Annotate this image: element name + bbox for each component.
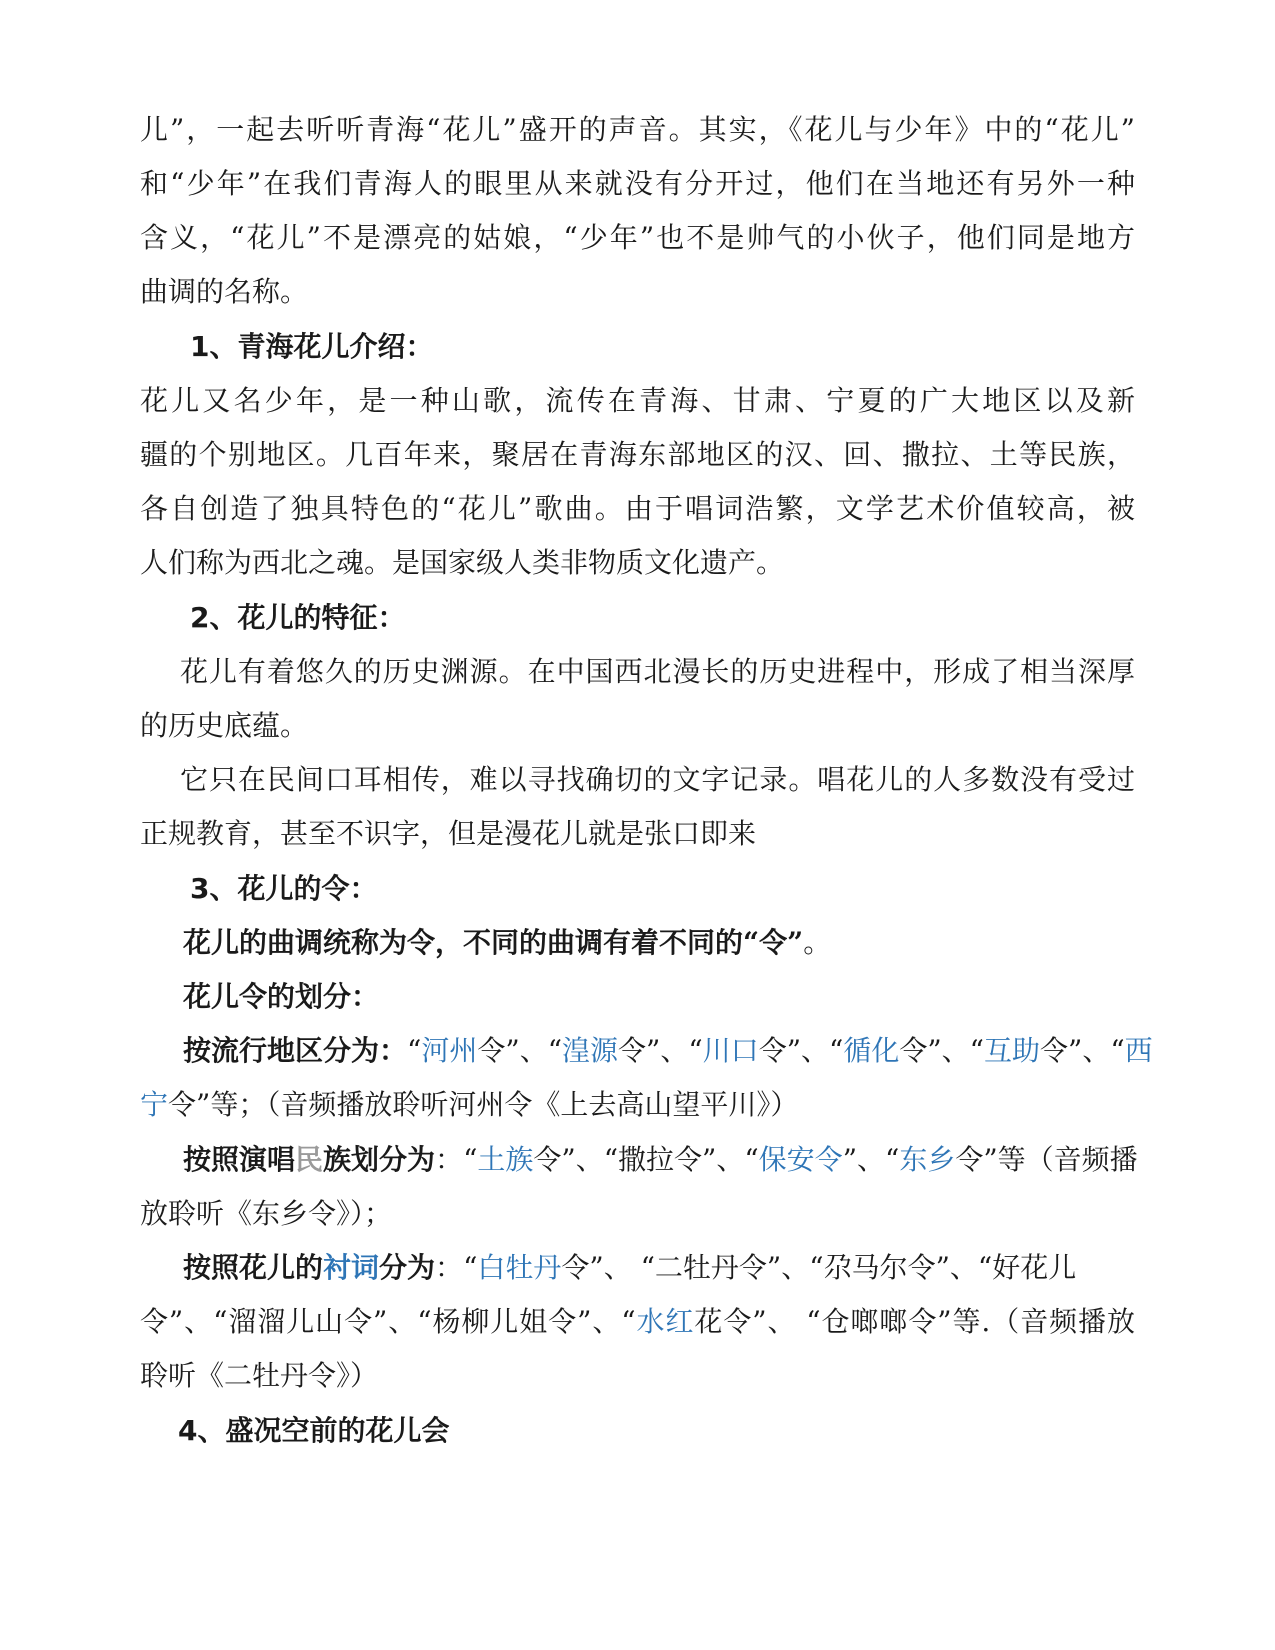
region-line-2-text: 令”等；（音频播放聆听河州令《上去高山望平川》） [168, 1088, 799, 1121]
sep: 令”等（音频播 [955, 1143, 1138, 1176]
ethnic-colon: ： [435, 1143, 464, 1176]
section-2-para-2-line-2: 正规教育，甚至不识字，但是漫花儿就是张口即来 [140, 817, 757, 850]
section-2-heading: 2、花儿的特征： [190, 601, 406, 634]
division-heading: 花儿令的划分： [183, 980, 380, 1013]
lyrics-line-2-b: 花令”、 “仓啷啷令”等.（音频播放 [694, 1305, 1135, 1338]
section-1-line-3: 各自创造了独具特色的“花儿”歌曲。由于唱词浩繁，文学艺术价值较高，被 [140, 492, 1135, 525]
tune-shuihong: 水红 [635, 1305, 695, 1338]
ethnic-label-b: 民 [295, 1143, 324, 1176]
tune-chuankou: 川口 [702, 1034, 759, 1067]
intro-line-3: 含义，“花儿”不是漂亮的姑娘，“少年”也不是帅气的小伙子，他们同是地方 [140, 221, 1135, 254]
sep: 令”、“ [477, 1034, 563, 1067]
section-2-para-1-line-2: 的历史底蕴。 [140, 709, 309, 742]
ethnic-label-c: 族划分为 [323, 1143, 436, 1176]
section-1-line-4: 人们称为西北之魂。是国家级人类非物质文化遗产。 [140, 546, 785, 579]
quote: “ [463, 1143, 478, 1176]
section-1-line-1: 花儿又名少年，是一种山歌，流传在青海、甘肃、宁夏的广大地区以及新 [140, 384, 1135, 417]
section-2-para-2-line-1: 它只在民间口耳相传，难以寻找确切的文字记录。唱花儿的人多数没有受过 [180, 763, 1135, 796]
intro-line-2: 和“少年”在我们青海人的眼里从来就没有分开过，他们在当地还有另外一种 [140, 167, 1135, 200]
section-3-heading: 3、花儿的令： [190, 872, 378, 905]
tune-huzhu: 互助 [983, 1034, 1040, 1067]
tune-dongxiang: 东乡 [899, 1143, 956, 1176]
region-line-1 [183, 1031, 1153, 1071]
lyrics-label-c: 分为 [379, 1251, 436, 1284]
lyrics-line-3: 聆听《二牡丹令》） [140, 1359, 379, 1392]
ethnic-label-a: 按照演唱 [183, 1143, 296, 1176]
quote: “ [463, 1251, 478, 1284]
ethnic-line-2: 放聆听《东乡令》）； [140, 1197, 393, 1230]
lyrics-line-1 [183, 1248, 1077, 1288]
section-1-line-2: 疆的个别地区。几百年来，聚居在青海东部地区的汉、回、撒拉、土等民族， [140, 438, 1135, 471]
tune-tuzu: 土族 [477, 1143, 534, 1176]
statement-period: 。 [803, 926, 832, 959]
sep: 令”、“ [618, 1034, 703, 1067]
tune-baimudan: 白牡丹 [477, 1251, 562, 1284]
sep: ”、“ [842, 1143, 900, 1176]
tune-huangyuan: 湟源 [562, 1034, 619, 1067]
sep: 令”、“ [1040, 1034, 1125, 1067]
section-2-para-1-line-1: 花儿有着悠久的历史渊源。在中国西北漫长的历史进程中，形成了相当深厚 [180, 655, 1135, 688]
sep: 令”、 “二牡丹令”、“尕马尔令”、“好花儿 [561, 1251, 1077, 1284]
tune-baoan: 保安令 [758, 1143, 843, 1176]
region-line-2 [140, 1085, 1135, 1125]
section-3-statement [183, 923, 1083, 963]
tune-hezhou: 河州 [421, 1034, 478, 1067]
lyrics-line-2 [140, 1302, 1135, 1342]
tune-xining-part-2: 宁 [140, 1088, 169, 1121]
section-4-heading: 4、盛况空前的花儿会 [178, 1414, 450, 1447]
region-label: 按流行地区分为 [183, 1034, 380, 1067]
lyrics-label-a: 按照花儿的 [183, 1251, 324, 1284]
statement-text: 花儿的曲调统称为令，不同的曲调有着不同的“令” [183, 926, 804, 959]
lyrics-line-2-a: 令”、“溜溜儿山令”、“杨柳儿姐令”、“ [140, 1305, 636, 1338]
intro-line-1: 儿”，一起去听听青海“花儿”盛开的声音。其实，《花儿与少年》中的“花儿” [140, 113, 1135, 146]
lyrics-label-b: 衬词 [323, 1251, 380, 1284]
tune-xunhua: 循化 [843, 1034, 900, 1067]
quote: “ [407, 1034, 422, 1067]
region-colon: ： [379, 1034, 408, 1067]
intro-line-4: 曲调的名称。 [140, 275, 309, 308]
tune-xining-part-1: 西 [1124, 1034, 1153, 1067]
sep: 令”、“ [899, 1034, 984, 1067]
sep: 令”、“ [758, 1034, 844, 1067]
lyrics-colon: ： [435, 1251, 464, 1284]
ethnic-line-1 [183, 1140, 1138, 1180]
sep: 令”、“撒拉令”、“ [533, 1143, 759, 1176]
section-1-heading: 1、青海花儿介绍： [190, 330, 434, 363]
